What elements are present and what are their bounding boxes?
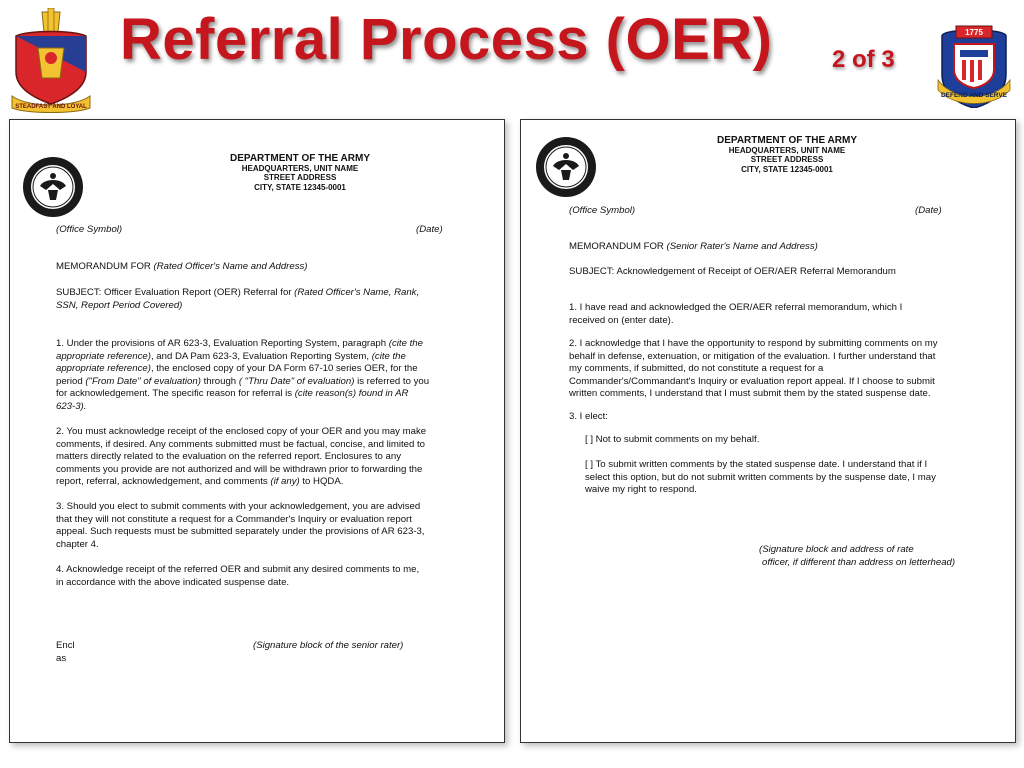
department-of-defense-seal-icon — [535, 136, 597, 198]
letterhead-street: STREET ADDRESS — [750, 155, 824, 164]
signature-block: (Signature block and address of rate officer, if different than address on letterhead) — [759, 544, 956, 568]
paragraph-2: 2. You must acknowledge receipt of the enclosed copy of your OER and you may make comments, if desired. Any comments submitted must be factual, concise, and limited to matters directly related to the evaluation on the referred report. Enclosures to any comments you provide are not authorized and will be withdrawn prior to forwarding the report, referral, acknowledgement, and comments (if any) to HQDA. — [56, 426, 427, 488]
adjutant-general-corps-crest-icon — [934, 22, 1014, 108]
signature-block: (Signature block of the senior rater) — [253, 640, 404, 651]
paragraph-1: 1. Under the provisions of AR 623-3, Evaluation Reporting System, paragraph (cite the appropriate reference), and DA Pam 623-3, Evaluation Reporting System, (cite the appropriate reference), the enclosed copy of your DA Form 67-10 series OER, for the period ("From Date" of evaluation) through ( "Thru Date" of evaluation) is referred to you for acknowledgement. The specific reason for referral is (cite reason(s) found in AR 623-3). — [56, 338, 430, 412]
branch-insignia-crest-icon — [8, 8, 94, 114]
department-of-defense-seal-icon — [22, 156, 84, 218]
left-crest-motto: STEADFAST AND LOYAL — [15, 104, 87, 110]
letterhead-city: CITY, STATE 12345-0001 — [741, 164, 833, 174]
letterhead-city: CITY, STATE 12345-0001 — [254, 182, 346, 192]
memo-for: MEMORANDUM FOR (Rated Officer's Name and Address) — [56, 261, 308, 272]
letterhead-hq: HEADQUARTERS, UNIT NAME — [728, 145, 846, 155]
office-symbol: (Office Symbol) — [569, 205, 636, 216]
letterhead-street: STREET ADDRESS — [263, 173, 337, 182]
enclosure: Encl as — [56, 640, 75, 664]
memo-date: (Date) — [915, 205, 942, 216]
letterhead-dept: DEPARTMENT OF THE ARMY — [717, 135, 857, 146]
paragraph-4: 4. Acknowledge receipt of the referred OER and submit any desired comments to me, in accordance with the above indicated suspense date. — [56, 564, 420, 588]
option-submit-comments: [ ] To submit written comments by the stated suspense date. I understand that if I select this option, but do not submit written comments by the suspense date, I may waive my right to respond. — [585, 459, 936, 496]
letterhead — [657, 136, 917, 174]
office-symbol: (Office Symbol) — [56, 224, 123, 235]
memo-page-referral — [9, 119, 505, 743]
right-crest-year: 1775 — [965, 28, 983, 37]
right-crest-motto: DEFEND AND SERVE — [940, 92, 1008, 99]
memo-subject: SUBJECT: Officer Evaluation Report (OER) Referral for (Rated Officer's Name, Rank, SSN, Report Period Covered) — [56, 287, 420, 311]
letterhead-hq: HEADQUARTERS, UNIT NAME — [241, 163, 359, 173]
paragraph-1: 1. I have read and acknowledged the OER/AER referral memorandum, which I received on (enter date). — [569, 302, 903, 326]
memo-date: (Date) — [416, 224, 443, 235]
title-page-indicator: 2 of 3 — [832, 46, 895, 73]
memo-page-acknowledgement — [520, 119, 1016, 743]
option-no-comments: [ ] Not to submit comments on my behalf. — [585, 434, 760, 445]
letterhead — [170, 154, 430, 192]
paragraph-3: 3. Should you elect to submit comments with your acknowledgement, you are advised that they will not constitute a request for a Commander's Inquiry or evaluation report appeal. Such requests must be submitted separately under the provisions of AR 623-3, chapter 4. — [56, 501, 425, 550]
memo-for: MEMORANDUM FOR (Senior Rater's Name and Address) — [569, 241, 818, 252]
paragraph-3: 3. I elect: — [569, 411, 608, 422]
memo-subject: SUBJECT: Acknowledgement of Receipt of OER/AER Referral Memorandum — [569, 266, 896, 277]
paragraph-2: 2. I acknowledge that I have the opportunity to respond by submitting comments on my behalf in defense, extenuation, or mitigation of the evaluation. I further understand that my comments, if submitted, do not constitute a request for a Commander's/Commandant's Inquiry or evaluation report appeal. If I choose to submit written comments, I understand that I must submit them by the stated suspense date. — [569, 338, 938, 400]
title-main: Referral Process (OER) — [120, 7, 773, 72]
slide-title — [120, 6, 920, 86]
letterhead-dept: DEPARTMENT OF THE ARMY — [230, 153, 370, 164]
